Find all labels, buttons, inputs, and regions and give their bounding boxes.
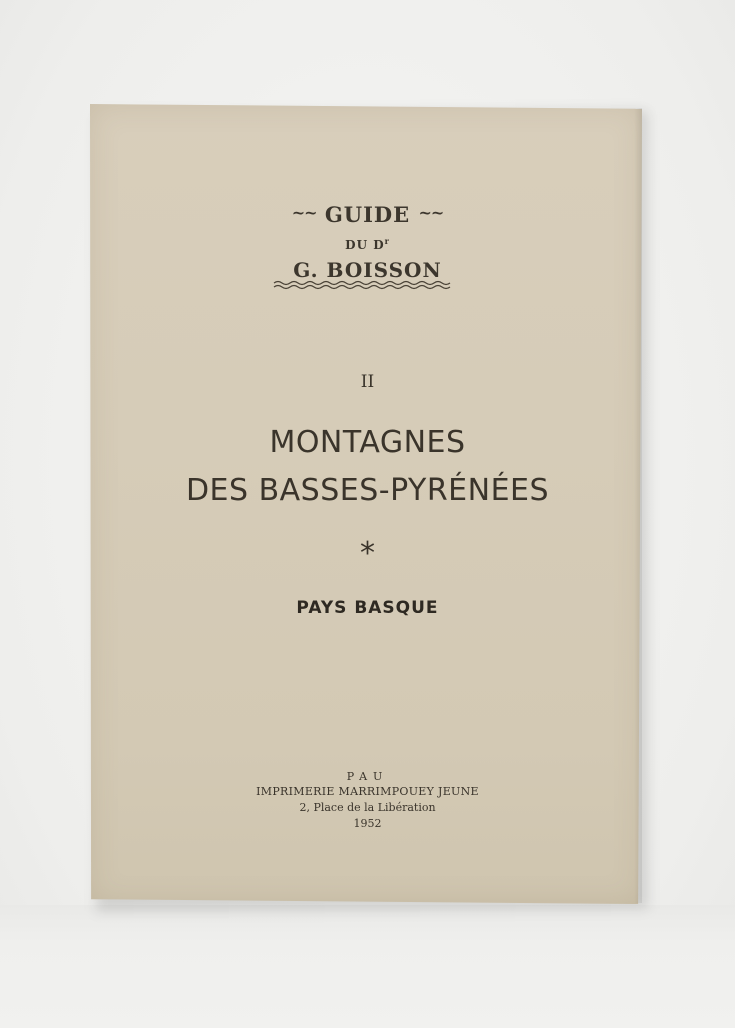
publisher-address: 2, Place de la Libération [299, 801, 436, 814]
title-line-1: MONTAGNES [269, 425, 466, 460]
guide-title-line [0, 200, 735, 228]
guide-header [0, 200, 735, 283]
wavy-rule [272, 280, 452, 290]
shelf-surface [0, 905, 735, 1028]
star-ornament: * [360, 536, 375, 571]
guide-author: G. BOISSON [293, 258, 442, 282]
guide-du-sup: r [384, 236, 390, 246]
guide-ornament-right: ~~ [418, 203, 444, 222]
subtitle: PAYS BASQUE [296, 598, 439, 618]
publisher-block [0, 770, 735, 832]
publication-year: 1952 [353, 817, 382, 830]
title-line-2: DES BASSES-PYRÉNÉES [185, 473, 550, 508]
publisher-name: IMPRIMERIE MARRIMPOUEY JEUNE [256, 785, 479, 798]
guide-ornament-left: ~~ [291, 203, 317, 222]
publisher-city: PAU [346, 770, 389, 783]
guide-du: DU D [345, 238, 385, 252]
main-title [0, 419, 735, 515]
guide-word: GUIDE [324, 202, 411, 227]
volume-number: II [360, 372, 375, 392]
guide-du-line [0, 233, 735, 253]
